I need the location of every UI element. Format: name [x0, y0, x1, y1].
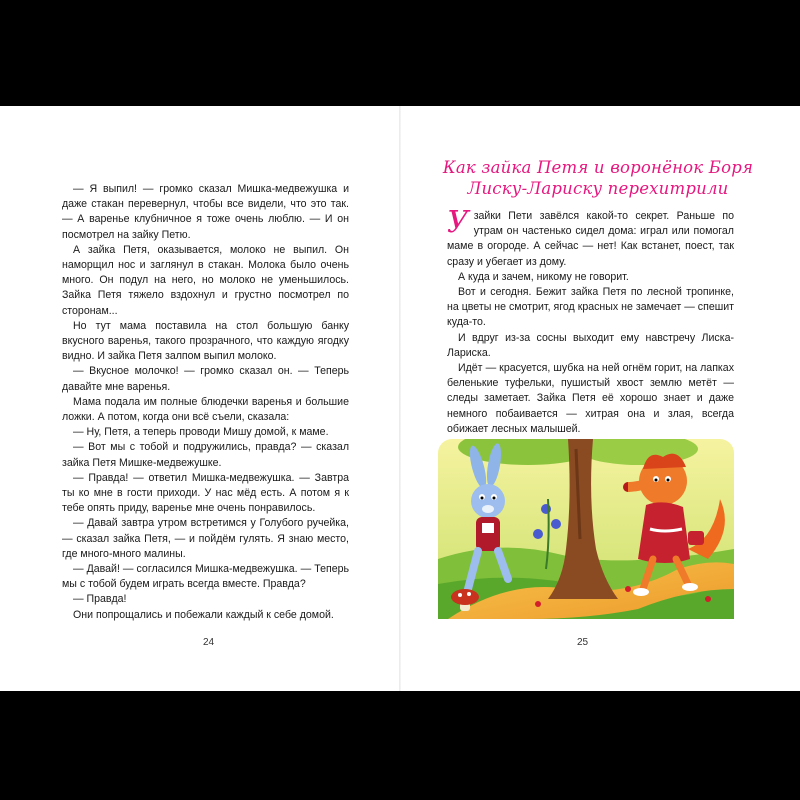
paragraph: — Ну, Петя, а теперь проводи Мишу домой, к маме. [73, 426, 329, 439]
first-paragraph-text: зайки Пети завёлся какой-то секрет. Раньше по утрам он частенько сидел дома: играл или помогал маме в огороде. А сейчас — нет! Как встанет, поест, так сразу и убегает из дому. [447, 210, 734, 268]
paragraph: — Я выпил! — громко сказал Мишка-медвежушка и даже стакан перевернул, чтобы все видели, что это так. — А варенье клубничное я тоже очень люблю. — И он посмотрел на зайку Петю. [62, 183, 349, 241]
paragraph: А зайка Петя, оказывается, молоко не выпил. Он наморщил нос и заглянул в стакан. Молока было очень много. Он подул на него, но молоко не уменьшилось. Зайка Петя тяжело вздохнул и грустно посмотрел по сторонам... [62, 243, 349, 317]
paragraph: А куда и зачем, никому не говорит. [458, 270, 629, 283]
paragraph: — Давай! — согласился Мишка-медвежушка. — Теперь мы с тобой будем играть всегда вместе. Правда? [62, 563, 349, 591]
drop-cap: У [447, 205, 469, 240]
right-page-text [447, 205, 734, 437]
story-title-line1: Как зайка Петя и воронёнок Боря [442, 158, 754, 177]
paragraph: Они попрощались и побежали каждый к себе домой. [73, 608, 334, 621]
left-page-text [62, 182, 349, 623]
paragraph: Но тут мама поставила на стол большую банку вкусного варенья, такого прозрачного, что каждую ягодку видно. И зайка Петя залпом выпил молоко. [62, 319, 349, 363]
paragraph: И вдруг из-за сосны выходит ему навстречу Лиска-Лариска. [447, 331, 734, 359]
paragraph: — Давай завтра утром встретимся у Голубого ручейка, — сказал зайка Петя, — и пойдём гулять. Я знаю место, где много-много малины. [62, 517, 349, 560]
book-spread [0, 106, 800, 691]
paragraph: — Вкусное молочко! — громко сказал он. — Теперь давайте мне варенья. [62, 365, 349, 393]
paragraph: — Правда! — ответил Мишка-медвежушка. — Завтра ты ко мне в гости приходи. У нас мёд есть. А потом я к тебе опять приду, варенье мне очень понравилось. [62, 471, 349, 515]
paragraph: — Вот мы с тобой и подружились, правда? — сказал зайка Петя Мишке-медвежушке. [62, 441, 349, 469]
paragraph: Вот и сегодня. Бежит зайка Петя по лесной тропинке, на цветы не смотрит, ягод красных не замечает — спешит куда-то. [447, 286, 734, 329]
page-number-left: 24 [203, 637, 215, 648]
first-paragraph [447, 205, 734, 270]
left-page [0, 106, 400, 691]
story-title-line2: Лиску-Лариску перехитрили [467, 179, 729, 198]
page-number-right: 25 [577, 637, 589, 648]
paragraph: Мама подала им полные блюдечки варенья и большие ложки. А потом, когда они всё съели, сказала: [62, 395, 349, 424]
paragraph: — Правда! [73, 593, 127, 606]
right-page [400, 106, 800, 691]
story-title [428, 157, 768, 199]
bunny-and-fox-illustration [438, 439, 734, 619]
paragraph: Идёт — красуется, шубка на ней огнём горит, на лапках беленькие туфельки, пушистый хвост землю метёт — следы заметает. Зайка Петя её хорошо знает и даже немного побаивается — хитрая она и злая, всегда обижает лесных малышей. [447, 362, 734, 435]
